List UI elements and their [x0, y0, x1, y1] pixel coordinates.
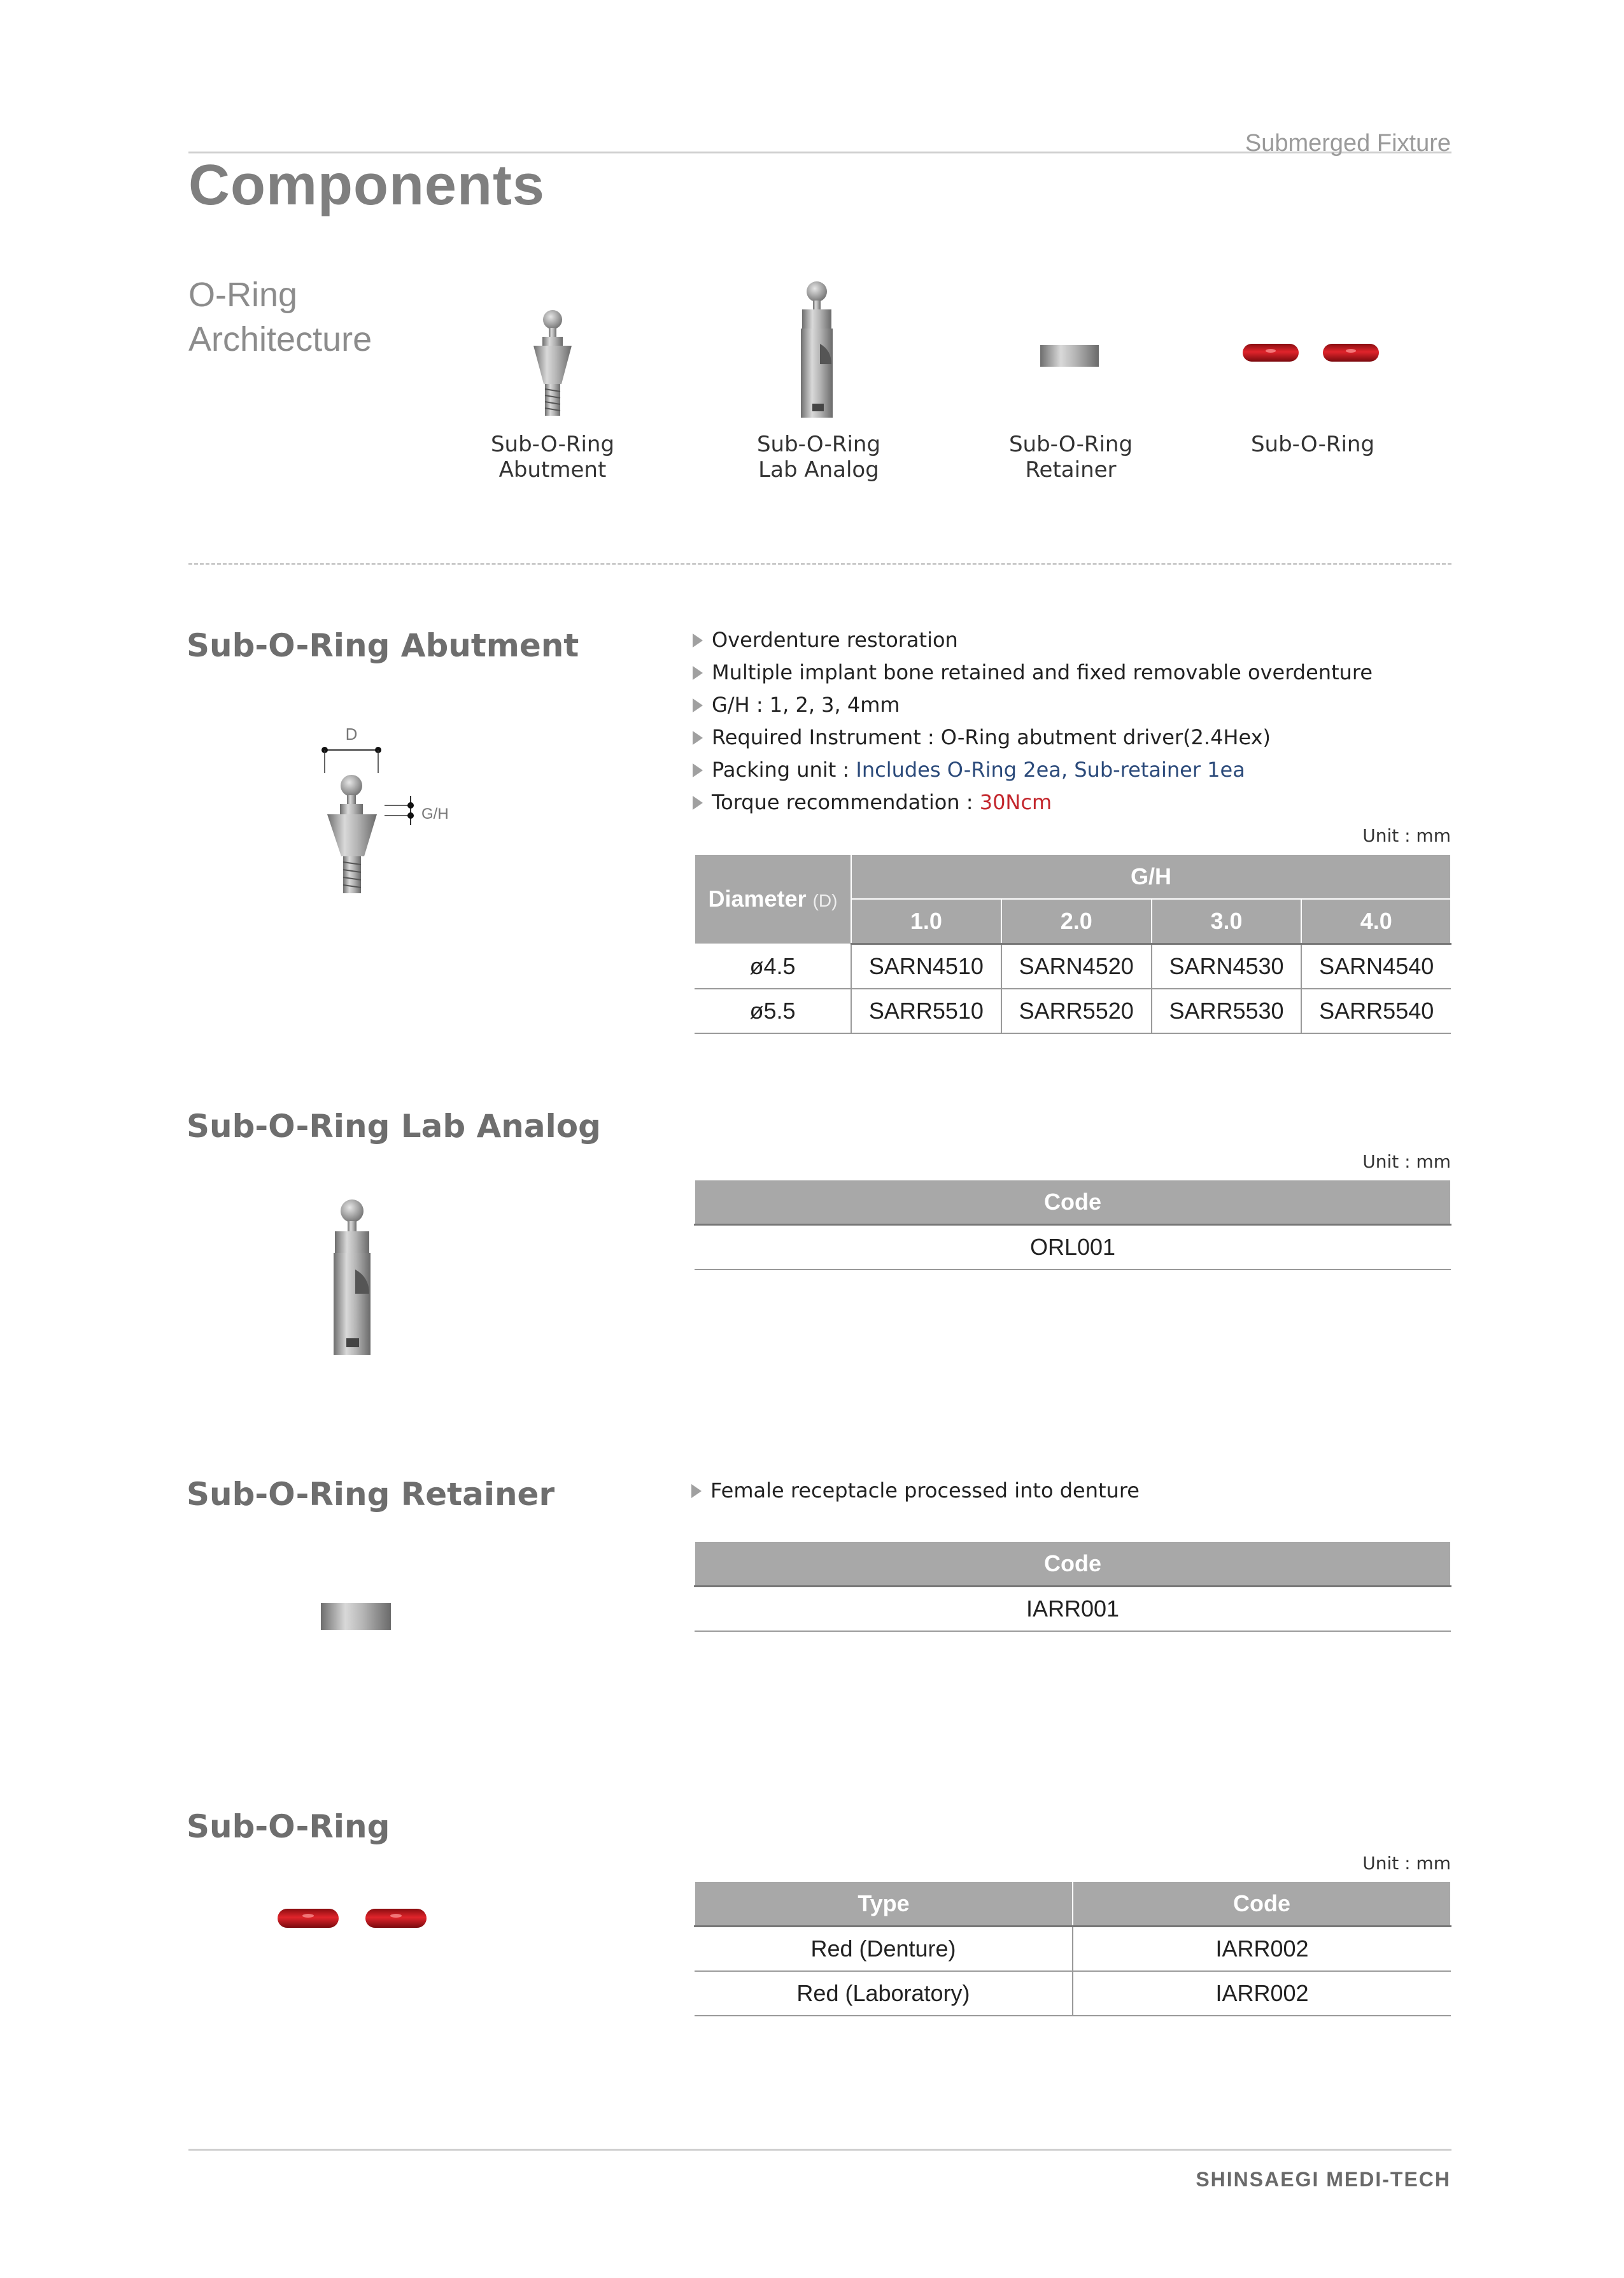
bullet-item: Multiple implant bone retained and fixed removable overdenture — [693, 656, 1373, 689]
lab-analog-unit-label: Unit : mm — [1362, 1151, 1451, 1172]
dim-gh-label: G/H — [421, 805, 449, 823]
architecture-title — [188, 272, 372, 362]
abutment-table — [694, 854, 1451, 1034]
bullet-item: Torque recommendation : 30Ncm — [693, 786, 1373, 819]
code-header: Code — [695, 1541, 1451, 1587]
abutment-unit-label: Unit : mm — [1362, 825, 1451, 846]
table-row: Red (Laboratory) IARR002 — [695, 1971, 1451, 2016]
gh-header: G/H — [851, 854, 1451, 899]
abutment-image — [530, 309, 575, 418]
footer-rule — [188, 2149, 1451, 2151]
oring-table — [694, 1881, 1451, 2016]
arch-label-lab-analog: Sub-O-Ring Lab Analog — [756, 432, 881, 483]
table-row: ø5.5 SARR5510 SARR5520 SARR5530 SARR5540 — [695, 989, 1451, 1033]
oring-image — [1243, 343, 1381, 363]
retainer-image — [1040, 345, 1099, 367]
bullet-item: Required Instrument : O-Ring abutment driver(2.4Hex) — [693, 721, 1373, 754]
table-row: ø4.5 SARN4510 SARN4520 SARN4530 SARN4540 — [695, 944, 1451, 989]
header-category: Submerged Fixture — [1245, 130, 1451, 157]
code-header: Code — [1073, 1881, 1451, 1927]
architecture-title-line2: Architecture — [188, 320, 372, 358]
arch-label-retainer: Sub-O-Ring Retainer — [1008, 432, 1133, 483]
gh-col-header: 3.0 — [1152, 899, 1302, 944]
section-divider — [188, 563, 1451, 565]
retainer-section-title: Sub-O-Ring Retainer — [187, 1476, 555, 1513]
arch-label-oring: Sub-O-Ring — [1250, 432, 1375, 457]
page-title: Components — [188, 153, 545, 217]
retainer-bullets — [691, 1475, 1140, 1507]
bullet-item: G/H : 1, 2, 3, 4mm — [693, 689, 1373, 721]
bullet-item: Overdenture restoration — [693, 624, 1373, 656]
table-row: Red (Denture) IARR002 — [695, 1927, 1451, 1972]
bullet-item: Female receptacle processed into denture — [691, 1475, 1140, 1507]
code-header: Code — [695, 1180, 1451, 1225]
architecture-title-line1: O-Ring — [188, 276, 298, 314]
bullet-item: Packing unit : Includes O-Ring 2ea, Sub-retainer 1ea — [693, 754, 1373, 786]
footer-brand: SHINSAEGI MEDI-TECH — [1196, 2168, 1451, 2191]
lab-analog-section-title: Sub-O-Ring Lab Analog — [187, 1108, 601, 1145]
oring-detail-image — [278, 1907, 428, 1929]
retainer-detail-image — [321, 1603, 391, 1630]
dim-d-label: D — [345, 725, 358, 744]
retainer-table — [694, 1541, 1451, 1632]
lab-analog-table — [694, 1179, 1451, 1270]
type-header: Type — [695, 1881, 1073, 1927]
abutment-bullets — [693, 624, 1373, 819]
table-row: ORL001 — [695, 1225, 1451, 1270]
lab-analog-image — [794, 280, 839, 420]
arch-label-abutment: Sub-O-Ring Abutment — [490, 432, 615, 483]
gh-col-header: 2.0 — [1001, 899, 1152, 944]
table-row: IARR001 — [695, 1587, 1451, 1632]
abutment-section-title: Sub-O-Ring Abutment — [187, 627, 579, 664]
oring-section-title: Sub-O-Ring — [187, 1808, 390, 1845]
lab-analog-detail-image — [326, 1198, 378, 1357]
abutment-dimension-image — [318, 719, 471, 910]
gh-col-header: 4.0 — [1301, 899, 1451, 944]
diameter-header: Diameter (D) — [695, 854, 851, 944]
oring-unit-label: Unit : mm — [1362, 1853, 1451, 1874]
gh-col-header: 1.0 — [851, 899, 1001, 944]
